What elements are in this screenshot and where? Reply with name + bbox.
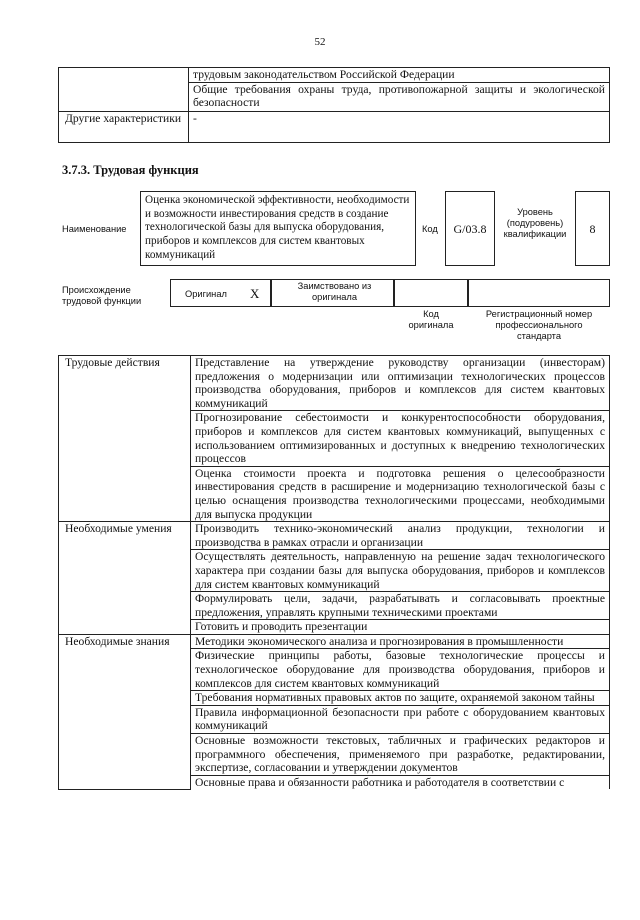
table-cell: Методики экономического анализа и прогнозирования в промышленности bbox=[191, 634, 610, 649]
table-cell: Формулировать цели, задачи, разрабатывать и согласовывать проектные предложения, управлять крупными техническими проектами bbox=[191, 592, 610, 620]
table-row bbox=[59, 68, 610, 83]
table-row bbox=[59, 634, 610, 649]
table-cell: Оценка стоимости проекта и подготовка решения о целесообразности инвестирования средств в расширение и модернизацию технологической базы с целью оснащения производства технологическими процессами, необходимыми для выпуска продукции bbox=[191, 466, 610, 521]
empty-cell bbox=[59, 68, 189, 83]
function-table bbox=[58, 355, 610, 790]
row-label: Трудовые действия bbox=[59, 356, 191, 522]
table-cell: Требования нормативных правовых актов по защите, охраняемой законом тайны bbox=[191, 691, 610, 706]
level-label: Уровень (подуровень) квалификации bbox=[503, 207, 567, 239]
table-cell: трудовым законодательством Российской Федерации bbox=[189, 68, 610, 83]
table-cell: Основные права и обязанности работника и работодателя в соответствии с bbox=[191, 775, 610, 789]
origin-divider bbox=[270, 279, 272, 307]
code-original-label: Код оригинала bbox=[408, 309, 454, 330]
row-label: Другие характеристики bbox=[59, 111, 189, 142]
origin-divider bbox=[393, 279, 395, 307]
origin-divider bbox=[467, 279, 469, 307]
table-cell: Представление на утверждение руководству организации (инвесторам) предложения о модернизации или оптимизации технологических процессов производства оборудования, приборов и комплексов для систем квантовых коммуникаций bbox=[191, 356, 610, 411]
original-label: Оригинал bbox=[185, 289, 227, 299]
table-cell: Осуществлять деятельность, направленную на решение задач технологического характера при создании базы для выпуска оборудования, приборов и комплексов для систем квантовых коммуникаций bbox=[191, 550, 610, 592]
empty-cell bbox=[59, 82, 189, 111]
row-label: Необходимые умения bbox=[59, 522, 191, 635]
row-label: Необходимые знания bbox=[59, 634, 191, 789]
section-title: 3.7.3. Трудовая функция bbox=[62, 163, 199, 177]
table-cell: Прогнозирование себестоимости и конкурентоспособности оборудования, приборов и комплексов для систем квантовых коммуникаций, выпущенных с использованием оптимизированных и доступных к внедрению технологических процессов bbox=[191, 411, 610, 466]
original-mark: X bbox=[250, 286, 260, 301]
table-cell: Готовить и проводить презентации bbox=[191, 620, 610, 635]
table-row bbox=[59, 356, 610, 411]
table-cell: Правила информационной безопасности при работе с оборудованием квантовых коммуникаций bbox=[191, 705, 610, 733]
origin-label: Происхождение трудовой функции bbox=[62, 285, 142, 306]
table-cell: Общие требования охраны труда, противопожарной защиты и экологической безопасности bbox=[189, 82, 610, 111]
origin-box bbox=[170, 279, 610, 307]
table-cell: Физические принципы работы, базовые технологические процессы и технологическое оборудование для производства оборудования, приборов и комплексов для систем квантовых коммуникаций bbox=[191, 649, 610, 691]
table-cell: Основные возможности текстовых, табличных и графических редакторов и программного обеспечения, применяемого при разработке, редактировании, экспертизе, согласовании и утверждении документов bbox=[191, 734, 610, 776]
table-row bbox=[59, 82, 610, 111]
name-label: Наименование bbox=[62, 224, 127, 234]
continued-table bbox=[58, 67, 610, 143]
function-name: Оценка экономической эффективности, необходимости и возможности инвестирования средств в создание технологической базы для выпуска оборудования, приборов и комплексов для систем квантовых коммуникаций bbox=[140, 191, 416, 266]
page-number: 52 bbox=[314, 36, 326, 48]
table-cell: - bbox=[189, 111, 610, 142]
reg-number-label: Регистрационный номер профессионального стандарта bbox=[485, 309, 593, 341]
table-row bbox=[59, 111, 610, 142]
level-value: 8 bbox=[575, 191, 610, 266]
borrowed-label: Заимствовано из оригинала bbox=[297, 281, 372, 302]
code-value: G/03.8 bbox=[445, 191, 495, 266]
table-row bbox=[59, 522, 610, 550]
table-cell: Производить технико-экономический анализ продукции, технологии и производства в рамках отрасли и организации bbox=[191, 522, 610, 550]
code-label: Код bbox=[422, 224, 438, 234]
